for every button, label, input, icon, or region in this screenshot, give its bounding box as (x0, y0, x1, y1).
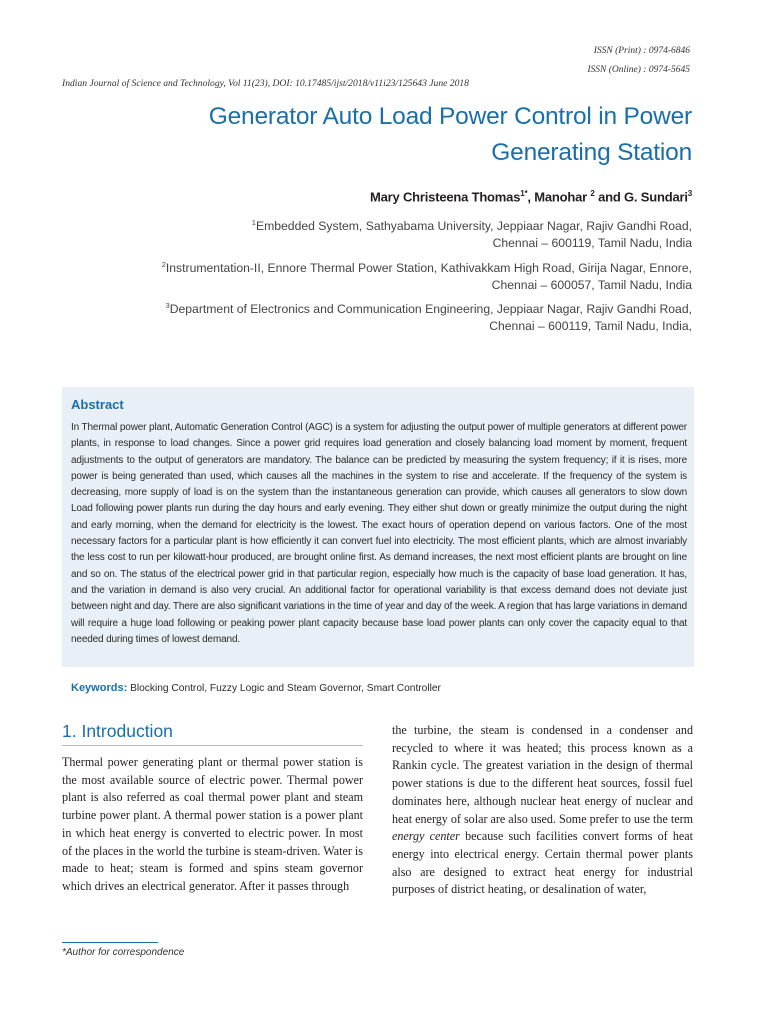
affiliation-2-sup: 2 (161, 260, 166, 269)
footnote-rule (62, 942, 158, 943)
intro-right-text-2: because such facilities convert forms of heat energy into electrical energy. Certain thermal power plants also are designed to extract heat energy for industrial purposes of district heating, or desalination of water, (392, 829, 693, 897)
abstract-box (62, 387, 694, 667)
intro-right-column (392, 722, 693, 899)
affiliation-2 (132, 256, 692, 294)
title-line-2: Generating Station (491, 139, 692, 166)
issn-online: ISSN (Online) : 0974-5645 (587, 65, 690, 75)
paper-title (72, 99, 692, 171)
title-line-1: Generator Auto Load Power Control in Power (208, 103, 692, 130)
journal-citation: Indian Journal of Science and Technology, Vol 11(23), DOI: 10.17485/ijst/2018/v11i23/125643 June 2018 (62, 78, 469, 89)
affiliation-1 (132, 214, 692, 252)
author-3-sup: 3 (687, 189, 692, 198)
affiliation-1-sup: 1 (251, 218, 256, 227)
abstract-text: In Thermal power plant, Automatic Generation Control (AGC) is a system for adjusting the output power of multiple generators at different power plants, in response to load changes. Since a power grid requires load generation and closely balancing load moment by moment, frequent adjustments to the output of generators are mandatory. The balance can be predicted by measuring the system frequency; if it is rises, more power is being generated than used, which causes all the machines in the system to rise and accelerate. If the frequency of the system is decreasing, more supply of load is on the system than the instantaneous generation can provide, which causes all generators to slow down Load following power plants run during the day hours and early evening. They either shut down or greatly minimize the output during the night and early morning, when the demand for electricity is the lowest. The exact hours of operation depend on various factors. One of the most necessary factors for a particular plant is how efficiently it can convert fuel into electricity. The most efficient plants, which are almost invariably the less cost to run per kilowatt-hour produced, are brought online first. As demand increases, the next most efficient plants are brought on line and so on. The status of the electrical power grid in that particular region, especially how much is the capacity of base load generation. It has, and the variation in demand is also very crucial. An additional factor for operational variability is that excess demand does not deviate just between night and day. There are also significant variations in the time of year and day of the week. A region that has large variations in demand will require a huge load following or peaking power plant capacity because base load power plants can only cover the capacity equal to that needed during times of lowest demand. (71, 422, 687, 645)
affiliation-2-line-1: Instrumentation-II, Ennore Thermal Power Station, Kathivakkam High Road, Girija Nagar, Ennore, (165, 261, 692, 276)
keywords (71, 682, 441, 694)
affiliation-1-line-1: Embedded System, Sathyabama University, Jeppiaar Nagar, Rajiv Gandhi Road, (255, 219, 692, 234)
keywords-text: Blocking Control, Fuzzy Logic and Steam Governor, Smart Controller (127, 683, 441, 694)
author-1-name: Mary Christeena Thomas (370, 189, 521, 205)
author-list (370, 189, 692, 204)
affiliation-1-line-2: Chennai – 600119, Tamil Nadu, India (492, 236, 692, 251)
author-2-sup: 2 (590, 189, 595, 198)
author-sep-1: , (527, 189, 535, 205)
author-3-name: G. Sundari (624, 189, 688, 205)
author-2-name: Manohar (534, 189, 591, 205)
author-1-sup: 1* (520, 189, 528, 198)
section-heading: 1. Introduction (62, 721, 173, 741)
section-rule (62, 745, 363, 746)
intro-right-text-1: the turbine, the steam is condensed in a condenser and recycled to where it was heated; this process known as a Rankin cycle. The greatest variation in the design of thermal power stations is due to the different heat sources, fossil fuel dominates here, although nuclear heat energy of nuclear and heat energy of solar are also used. Some prefer to use the term (392, 723, 694, 826)
keywords-label: Keywords: (71, 682, 128, 694)
affiliation-2-line-2: Chennai – 600057, Tamil Nadu, India (491, 278, 692, 293)
affiliation-3 (132, 297, 692, 335)
footnote: *Author for correspondence (62, 947, 185, 958)
intro-right-term: energy center (392, 829, 460, 844)
affiliation-3-sup: 3 (165, 301, 170, 310)
affiliation-3-line-2: Chennai – 600119, Tamil Nadu, India, (489, 319, 692, 334)
affiliation-3-line-1: Department of Electronics and Communication Engineering, Jeppiaar Nagar, Rajiv Gandhi Road, (169, 302, 692, 317)
author-sep-2: and (594, 189, 625, 205)
issn-print: ISSN (Print) : 0974-6846 (593, 46, 690, 56)
intro-left-column: Thermal power generating plant or thermal power station is the most available source of electric power. Thermal power plant is also referred as coal thermal power plant and steam turbine power plant. A thermal power station is a power plant in which heat energy is converted to electric power. In most of the places in the world the turbine is steam-driven. Water is made to heat; steam is formed and spins steam governor which drives an electrical generator. After it passes through (62, 755, 363, 893)
abstract-heading: Abstract (71, 397, 124, 412)
